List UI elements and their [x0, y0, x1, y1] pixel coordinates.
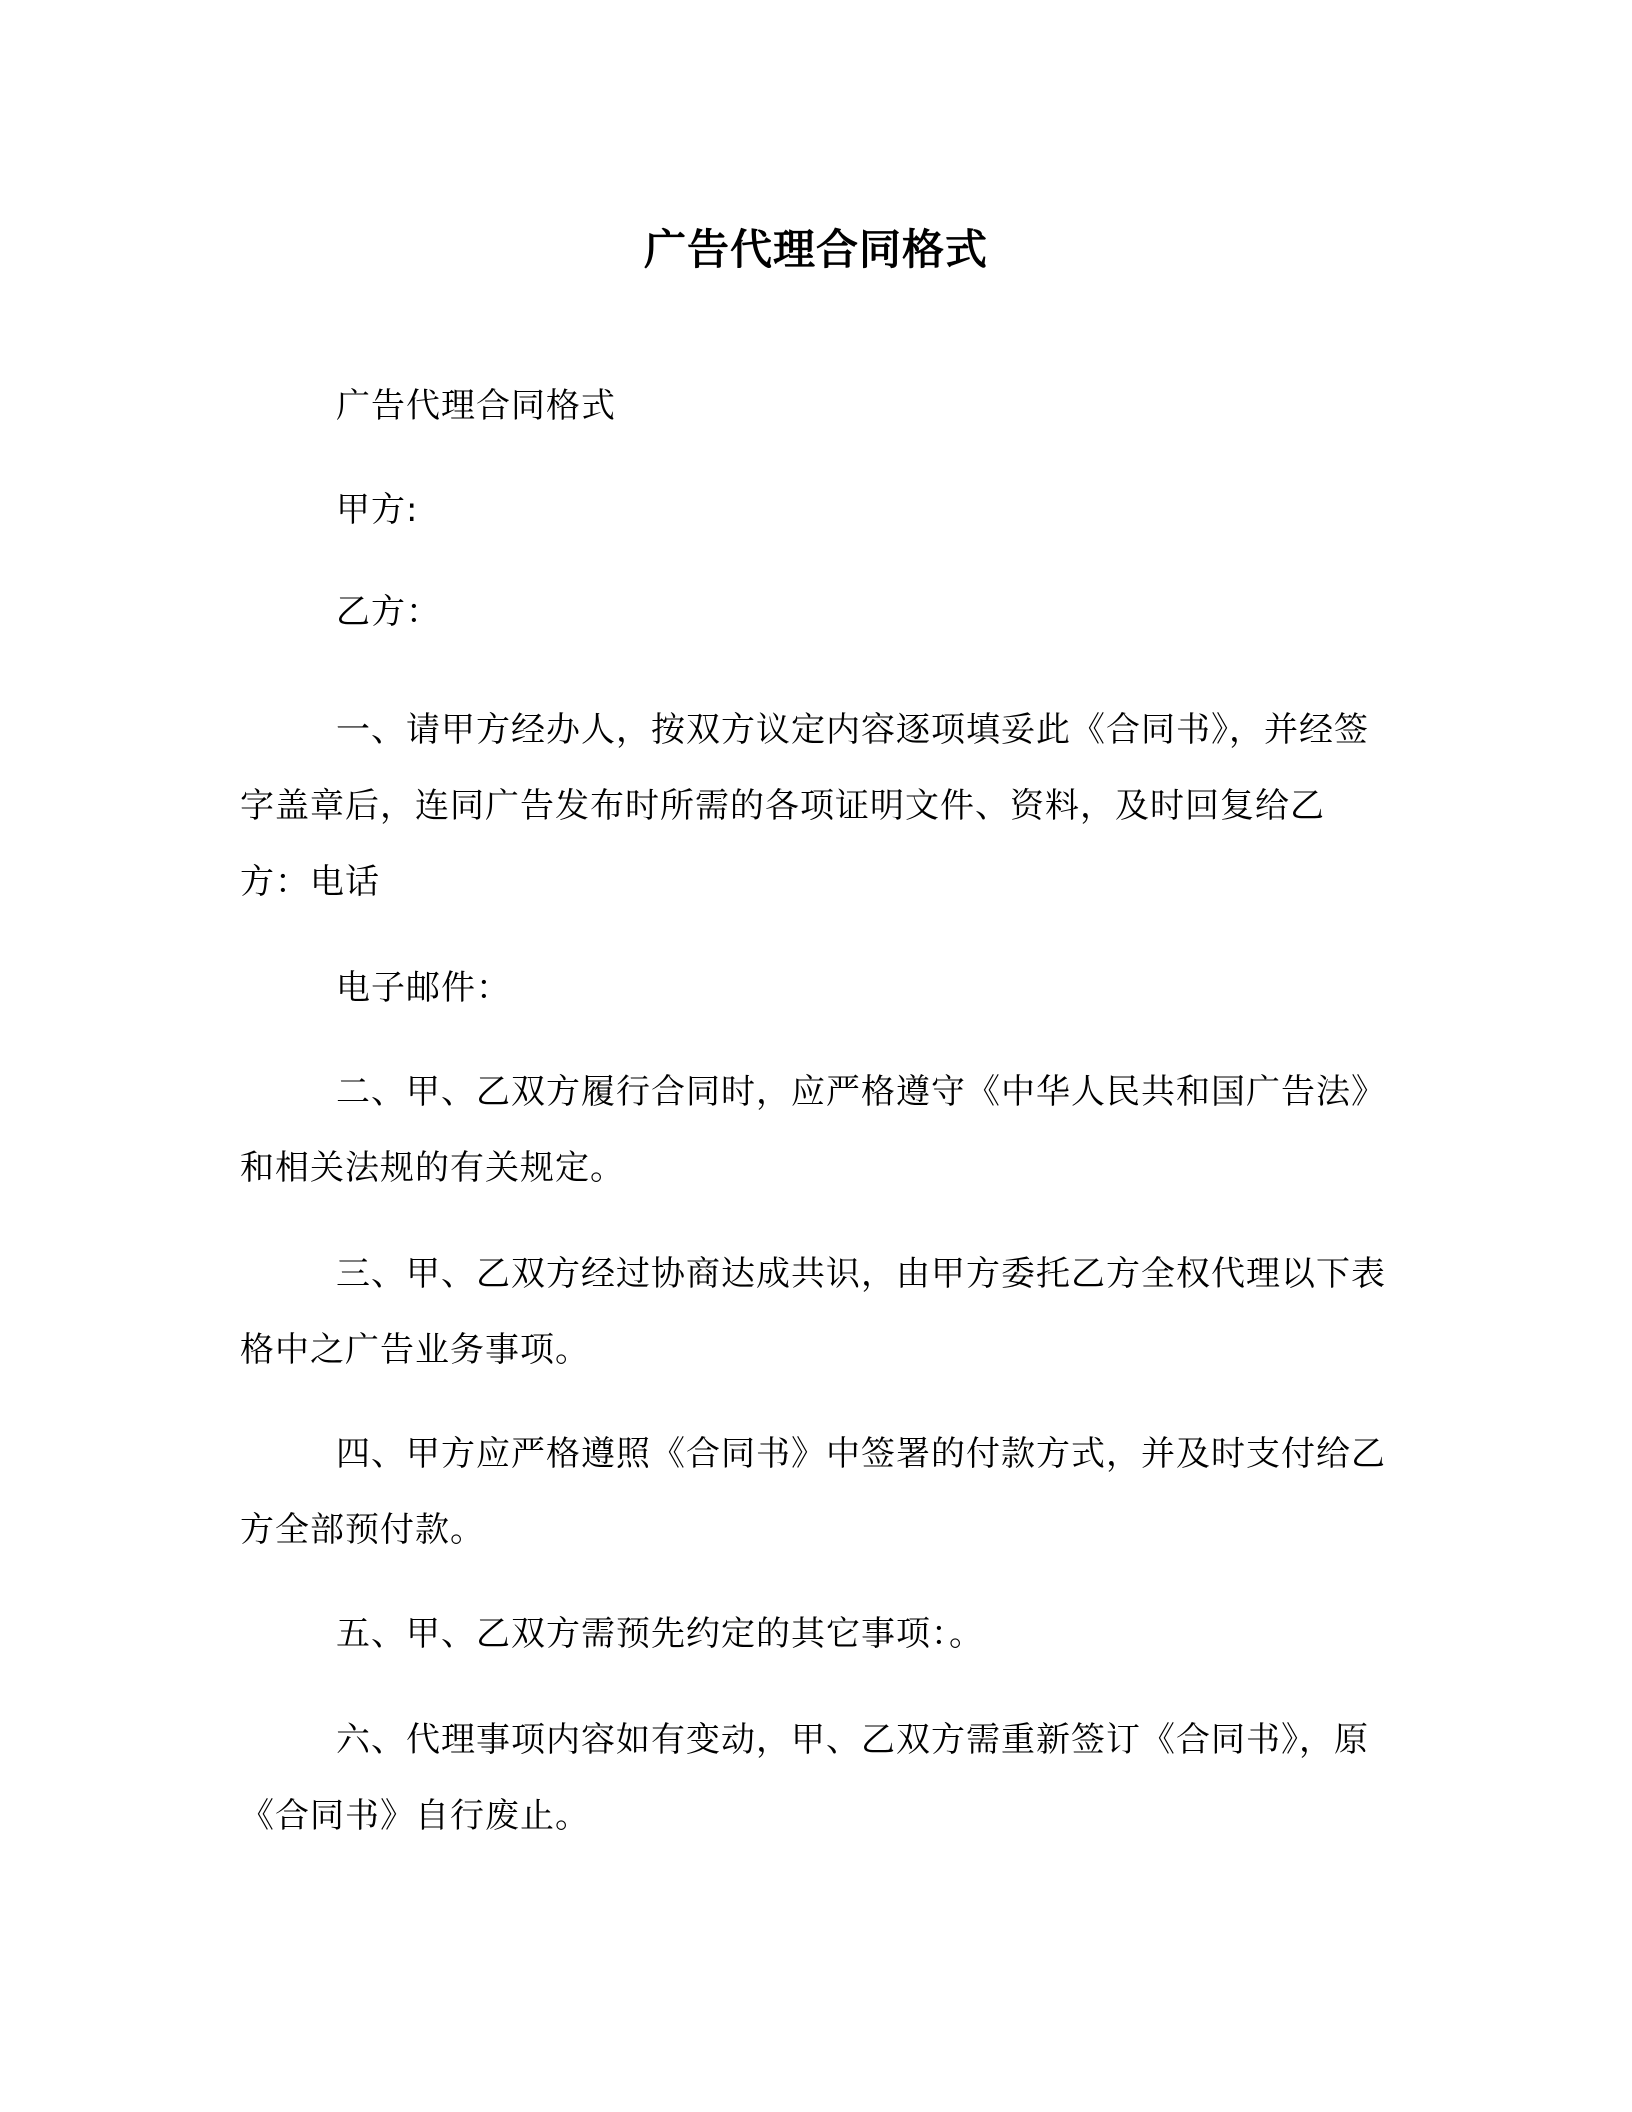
paragraph-party-a: 甲方: — [336, 490, 419, 530]
paragraph-clause-2: 二、甲、乙双方履行合同时，应严格遵守《中华人民共和国广告法》和相关法规的有关规定。 — [240, 1072, 1386, 1188]
paragraph-clause-3: 三、甲、乙双方经过协商达成共识，由甲方委托乙方全权代理以下表格中之广告业务事项。 — [240, 1254, 1386, 1370]
paragraph-clause-1: 一、请甲方经办人，按双方议定内容逐项填妥此《合同书》，并经签字盖章后，连同广告发布时所需的各项证明文件、资料，及时回复给乙方：电话 — [240, 710, 1369, 902]
paragraph-clause-6: 六、代理事项内容如有变动，甲、乙双方需重新签订《合同书》，原《合同书》自行废止。 — [240, 1720, 1369, 1836]
paragraph-email: 电子邮件： — [336, 968, 511, 1008]
document-title: 广告代理合同格式 — [643, 225, 988, 274]
paragraph-subtitle: 广告代理合同格式 — [336, 386, 616, 426]
paragraph-clause-5: 五、甲、乙双方需预先约定的其它事项：。 — [336, 1614, 984, 1654]
paragraph-clause-4: 四、甲方应严格遵照《合同书》中签署的付款方式，并及时支付给乙方全部预付款。 — [240, 1434, 1386, 1550]
paragraph-party-b: 乙方： — [336, 592, 441, 632]
